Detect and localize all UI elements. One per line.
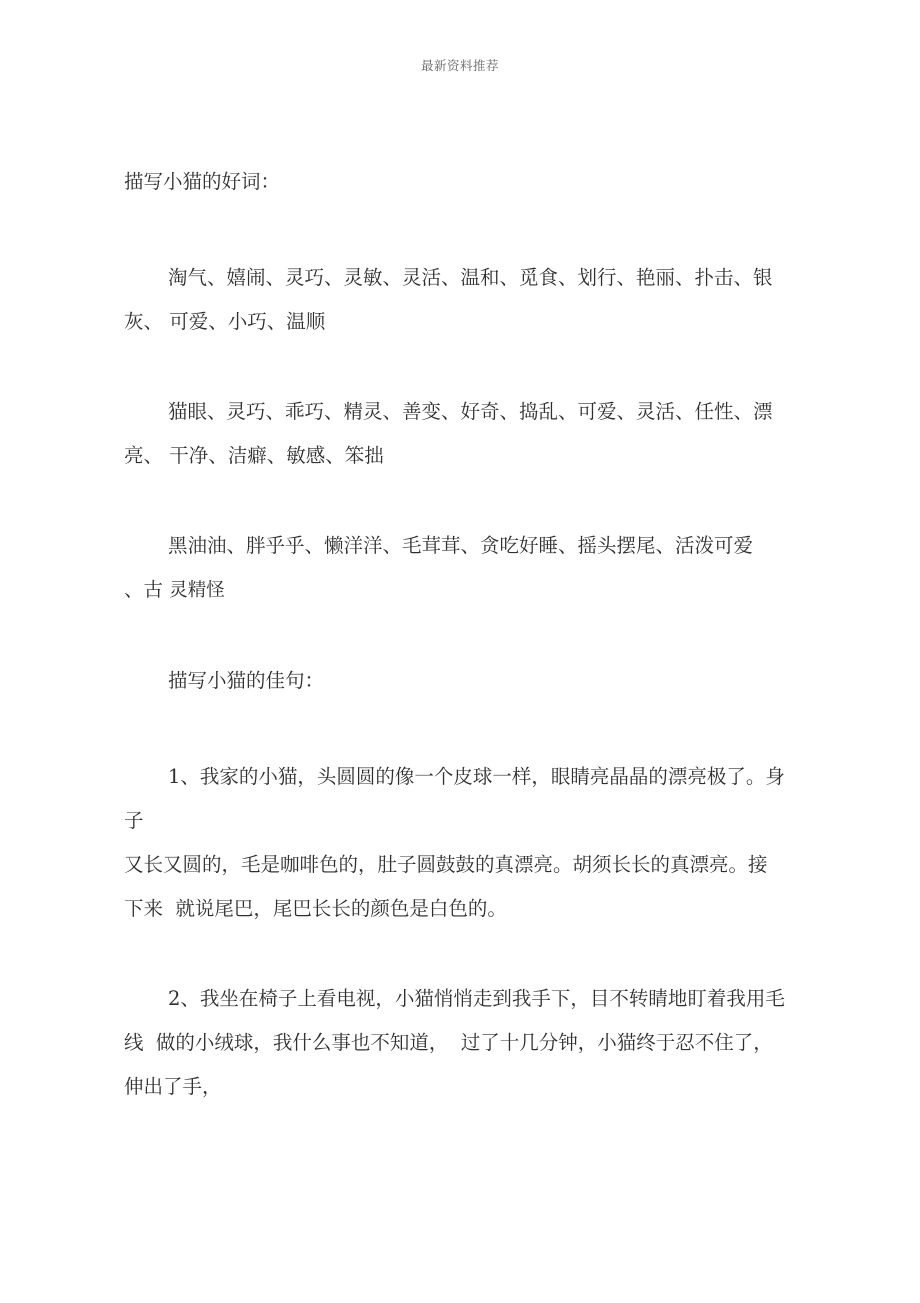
heading-good-sentences: 描写小猫的佳句： xyxy=(168,669,325,692)
spacer xyxy=(124,204,792,256)
document-body xyxy=(124,160,792,1109)
word-list-3 xyxy=(124,524,792,613)
sentence-2 xyxy=(124,977,792,1109)
word-list-1-line-2: 灰、 可爱、小巧、温顺 xyxy=(124,310,326,333)
sentence-2-line-1: 2、我坐在椅子上看电视，小猫悄悄走到我手下，目不转睛地盯着我用毛 xyxy=(168,987,785,1010)
word-list-2 xyxy=(124,390,792,478)
spacer xyxy=(124,703,792,755)
word-list-3-line-2-sans: 灵精怪 xyxy=(169,580,225,601)
word-list-3-line-2-serif: 、古 xyxy=(124,578,170,601)
sentence-2-line-3: 伸出了手， xyxy=(124,1075,222,1098)
sentence-1-line-1: 1、我家的小猫，头圆圆的像一个皮球一样，眼睛亮晶晶的漂亮极了。身 xyxy=(168,765,785,788)
sentence-1-line-2: 子 xyxy=(124,809,144,832)
sentence-1-line-3: 又长又圆的，毛是咖啡色的，肚子圆鼓鼓的真漂亮。胡须长长的真漂亮。接 xyxy=(124,853,768,876)
sentence-2-line-2: 线 做的小绒球，我什么事也不知道， 过了十几分钟，小猫终于忍不住了， xyxy=(124,1031,773,1054)
spacer xyxy=(124,344,792,390)
spacer xyxy=(124,478,792,524)
word-list-2-line-2: 亮、 干净、洁癖、敏感、笨拙 xyxy=(124,444,384,467)
sentence-1 xyxy=(124,755,792,931)
heading-good-words: 描写小猫的好词： xyxy=(124,170,281,193)
word-list-2-line-1: 猫眼、灵巧、乖巧、精灵、善变、好奇、捣乱、可爱、灵活、任性、漂 xyxy=(168,400,773,423)
word-list-3-line-1: 黑油油、胖乎乎、懒洋洋、毛茸茸、贪吃好睡、摇头摆尾、活泼可爱 xyxy=(168,534,754,557)
sentence-1-line-4: 下来 就说尾巴，尾巴长长的颜色是白色的。 xyxy=(124,897,507,920)
word-list-3-line-2 xyxy=(124,568,792,613)
word-list-1-line-1: 淘气、嬉闹、灵巧、灵敏、灵活、温和、觅食、划行、艳丽、扑击、银 xyxy=(168,266,773,289)
spacer xyxy=(124,613,792,659)
spacer xyxy=(124,931,792,977)
running-header: 最新资料推荐 xyxy=(420,58,499,73)
word-list-1 xyxy=(124,256,792,344)
